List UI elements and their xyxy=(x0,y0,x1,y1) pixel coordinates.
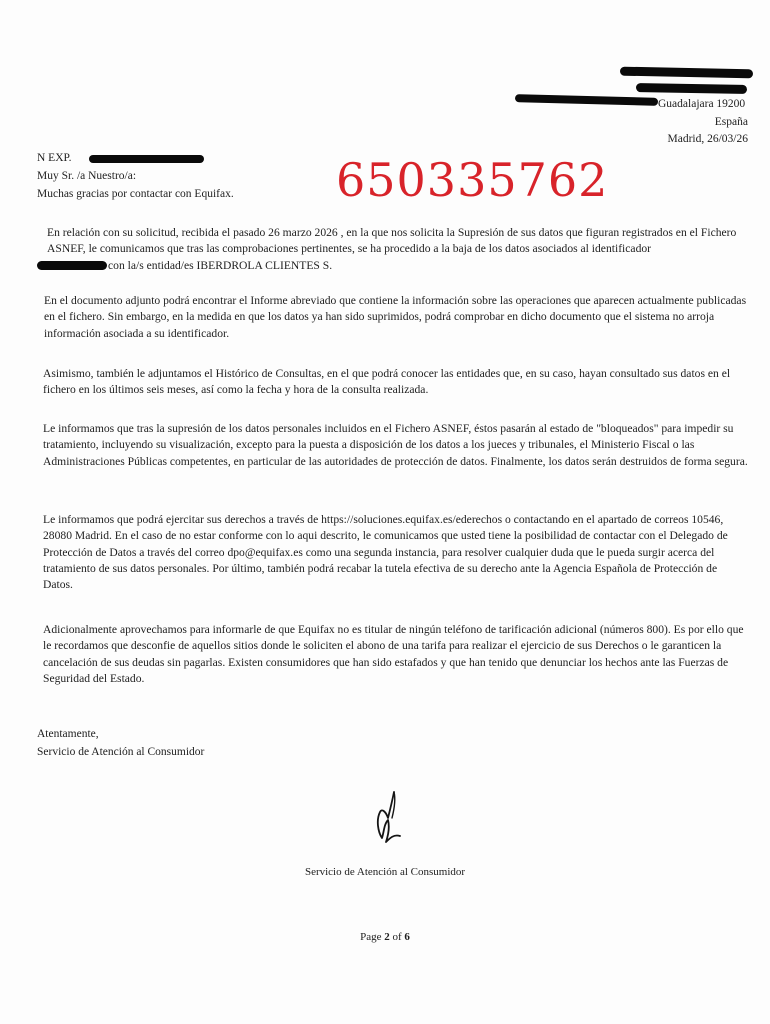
redacted-expedient-number xyxy=(89,155,204,163)
salutation: Muy Sr. /a Nuestro/a: xyxy=(37,170,137,182)
redacted-address-line-1 xyxy=(620,67,753,79)
paragraph-query-history: Asimismo, también le adjuntamos el Histórico de Consultas, en el que podrá conocer las entidades que, en su caso, hayan consultado sus datos en el fichero en los últimos seis meses, así como la fecha y hora de la consulta realizada. xyxy=(43,367,731,397)
page-word: Page xyxy=(360,931,382,943)
expedient-label xyxy=(37,152,72,164)
signature-caption: Servicio de Atención al Consumidor xyxy=(304,866,466,878)
paragraph-data-blocking: Le informamos que tras la supresión de los datos personales incluidos en el Fichero ASNEF, éstos pasarán al estado de "bloqueados" para impedir su tratamiento, incluyendo su visualización, excepto para la puesta a disposición de los datos a los jueces y tribunales, el Ministerio Fiscal o las Administraciones Públicas competentes, en particular de las autoridades de protección de datos. Finalmente, los datos serán destruidos de forma segura. xyxy=(43,422,748,468)
sender-name: Servicio de Atención al Consumidor xyxy=(37,746,205,758)
total-pages: 6 xyxy=(404,931,410,943)
stamped-reference-number: 650335762 xyxy=(336,153,609,207)
redacted-identifier xyxy=(37,261,107,270)
handwritten-signature xyxy=(370,788,410,848)
redacted-address-line-3 xyxy=(515,94,658,106)
redacted-address-line-2 xyxy=(636,83,747,94)
thanks-line: Muchas gracias por contactar con Equifax. xyxy=(37,188,234,200)
paragraph-fraud-warning: Adicionalmente aprovechamos para informarle de que Equifax no es titular de ningún teléfono de tarificación adicional (números 800). Es por ello que le recordamos que desconfie de aquellos sitios donde le soliciten el abono de una tarifa para realizar el ejercicio de sus Derechos o le garanticen la cancelación de sus deudas sin pagarlas. Existen consumidores que han sido estafados y que han tenido que denunciar los hechos ante las Fuerzas de Seguridad del Estado. xyxy=(43,623,744,685)
address-country: España xyxy=(714,116,748,128)
paragraph-attached-report: En el documento adjunto podrá encontrar el Informe abreviado que contiene la información sobre las operaciones que aparecen actualmente publicadas en el fichero. Sin embargo, en la medida en que los datos ya han sido suprimidos, podrá comprobar en dicho documento que el sistema no arroja información asociada a su identificador. xyxy=(44,294,747,340)
valediction: Atentamente, xyxy=(37,728,99,740)
paragraph-rights: Le informamos que podrá ejercitar sus derechos a través de https://soluciones.equifax.es/ederechos o contactando en el apartado de correos 10546, 28080 Madrid. En el caso de no estar conforme con lo aqui descrito, le comunicamos que usted tiene la posibilidad de contactar con el Delegado de Protección de Datos a través del correo dpo@equifax.es como una segunda instancia, para resolver cualquier duda que le pueda surgir acerca del tratamiento de sus datos personales. Por último, también podrá recabar la tutela efectiva de su derecho ante la Agencia Española de Protección de Datos. xyxy=(43,513,728,592)
expedient-label-text: N EXP. xyxy=(37,152,72,164)
paragraph-1-text: En relación con su solicitud, recibida el pasado 26 marzo 2026 , en la que nos solicita la Supresión de sus datos que figuran registrados en el Fichero ASNEF, le comunicamos que tras las comprobaciones pertinentes, se ha procedido a la baja de los datos asociados al identificador xyxy=(47,226,737,256)
address-city-line: Guadalajara 19200 xyxy=(658,98,746,110)
page-number xyxy=(0,931,770,943)
paragraph-request-confirmation xyxy=(47,225,747,274)
place-date: Madrid, 26/03/26 xyxy=(667,133,748,145)
current-page: 2 xyxy=(384,931,390,943)
closing-block xyxy=(37,725,204,761)
paragraph-1-entity: con la/s entidad/es IBERDROLA CLIENTES S. xyxy=(108,258,333,272)
of-word: of xyxy=(392,931,402,943)
